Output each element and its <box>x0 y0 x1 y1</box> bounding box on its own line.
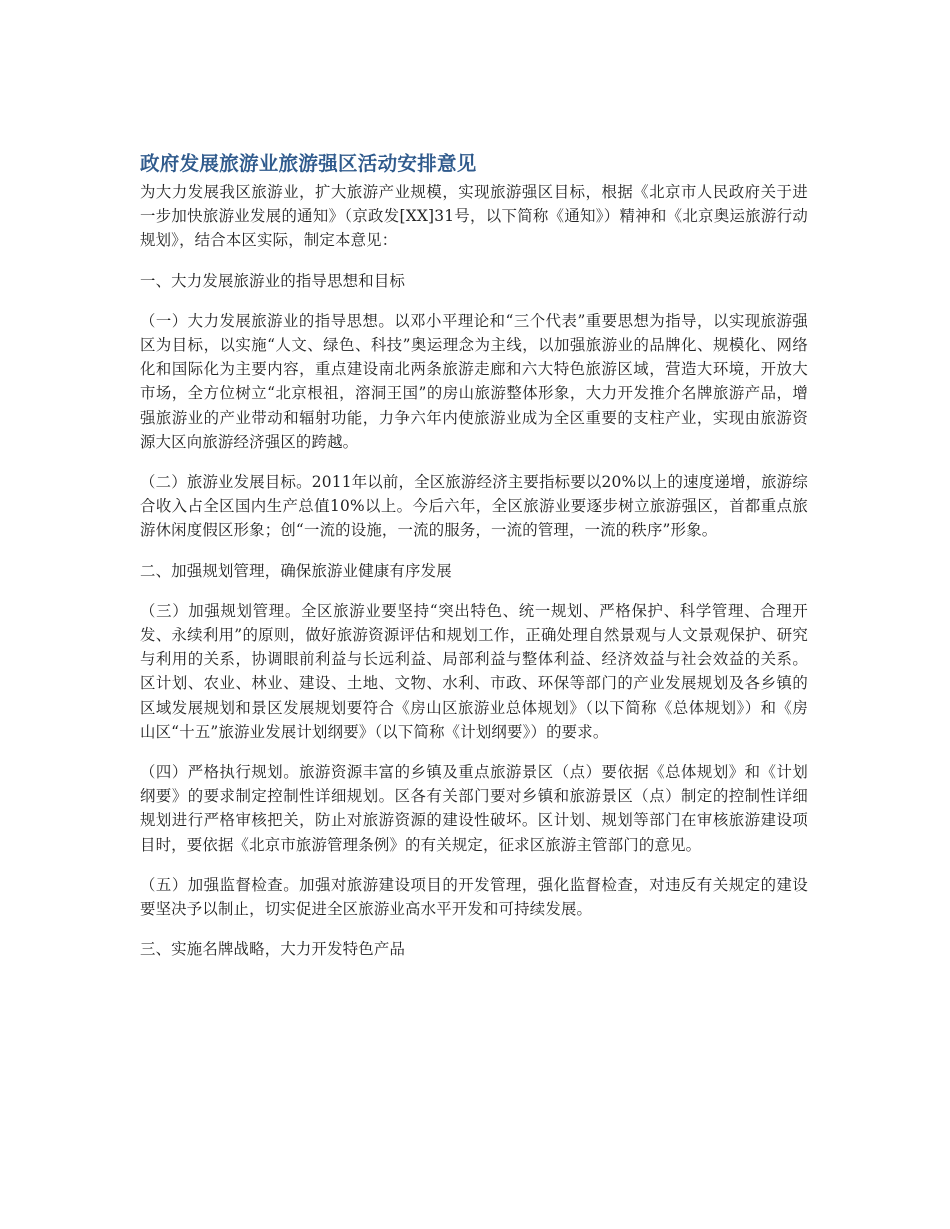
document-title: 政府发展旅游业旅游强区活动安排意见 <box>140 152 477 175</box>
intro-paragraph: 为大力发展我区旅游业，扩大旅游产业规模，实现旅游强区目标，根据《北京市人民政府关于进一步加快旅游业发展的通知》（京政发[XX]31号，以下简称《通知》）精神和《北京奥运旅游行动规划》，结合本区实际，制定本意见： <box>140 183 808 250</box>
paragraph-2: （二）旅游业发展目标。2011年以前，全区旅游经济主要指标要以20%以上的速度递增，旅游综合收入占全区国内生产总值10%以上。今后六年，全区旅游业要逐步树立旅游强区，首都重点旅游休闲度假区形象；创“一流的设施，一流的服务，一流的管理，一流的秩序”形象。 <box>140 473 808 540</box>
section-2-heading: 二、加强规划管理，确保旅游业健康有序发展 <box>140 561 452 580</box>
paragraph-4: （四）严格执行规划。旅游资源丰富的乡镇及重点旅游景区（点）要依据《总体规划》和《计划纲要》的要求制定控制性详细规划。区各有关部门要对乡镇和旅游景区（点）制定的控制性详细规划进行严格审核把关，防止对旅游资源的建设性破坏。区计划、规划等部门在审核旅游建设项目时，要依据《北京市旅游管理条例》的有关规定，征求区旅游主管部门的意见。 <box>140 763 808 854</box>
paragraph-3: （三）加强规划管理。全区旅游业要坚持“突出特色、统一规划、严格保护、科学管理、合理开发、永续利用”的原则，做好旅游资源评估和规划工作，正确处理自然景观与人文景观保护、研究与利用的关系，协调眼前利益与长远利益、局部利益与整体利益、经济效益与社会效益的关系。区计划、农业、林业、建设、土地、文物、水利、市政、环保等部门的产业发展规划及各乡镇的区域发展规划和景区发展规划要符合《房山区旅游业总体规划》（以下简称《总体规划》）和《房山区“十五”旅游业发展计划纲要》（以下简称《计划纲要》）的要求。 <box>140 601 808 741</box>
document-body <box>140 148 808 961</box>
section-1-heading: 一、大力发展旅游业的指导思想和目标 <box>140 271 406 290</box>
paragraph-1: （一）大力发展旅游业的指导思想。以邓小平理论和“三个代表”重要思想为指导，以实现旅游强区为目标，以实施“人文、绿色、科技”奥运理念为主线，以加强旅游业的品牌化、规模化、网络化和国际化为主要内容，重点建设南北两条旅游走廊和六大特色旅游区域，营造大环境，开放大市场，全方位树立“北京根祖，溶洞王国”的房山旅游整体形象，大力开发推介名牌旅游产品，增强旅游业的产业带动和辐射功能，力争六年内使旅游业成为全区重要的支柱产业，实现由旅游资源大区向旅游经济强区的跨越。 <box>140 311 808 451</box>
section-3-heading: 三、实施名牌战略，大力开发特色产品 <box>140 940 406 959</box>
paragraph-5: （五）加强监督检查。加强对旅游建设项目的开发管理，强化监督检查，对违反有关规定的建设要坚决予以制止，切实促进全区旅游业高水平开发和可持续发展。 <box>140 875 808 919</box>
